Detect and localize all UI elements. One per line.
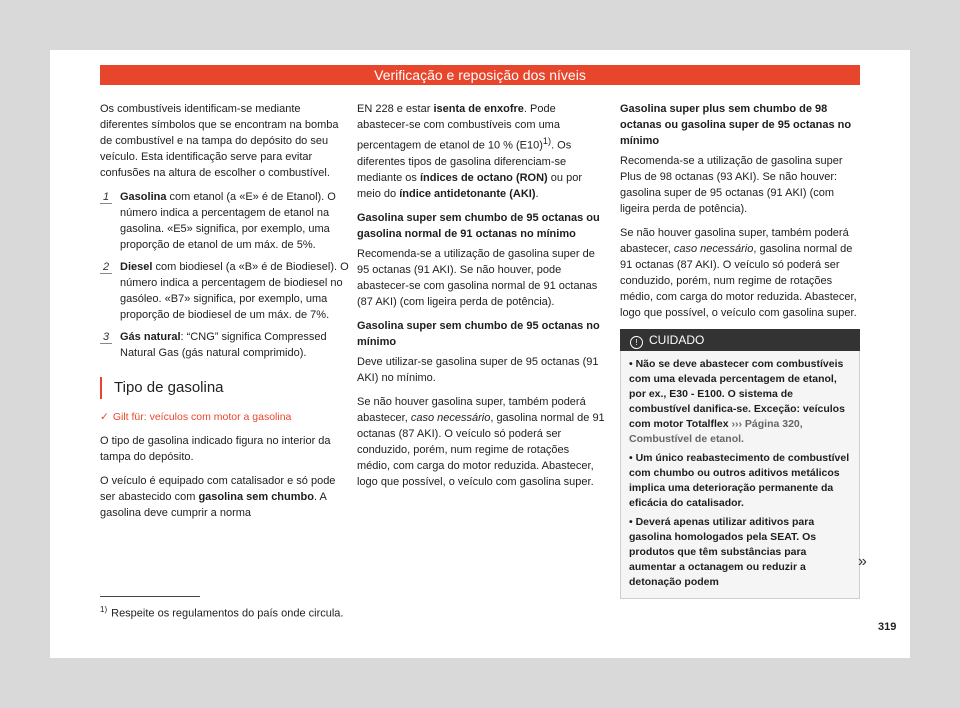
text: . A gasolina deve cumprir a norma [100, 491, 327, 519]
paragraph [357, 394, 605, 490]
item-term: Gás natural [120, 331, 181, 343]
page-reference-link[interactable]: ››› Página 320, Combustível de etanol. [629, 418, 803, 445]
bold-text: índice antidetonante (AKI) [399, 187, 536, 200]
text: , gasolina normal de 91 octanas (87 AKI). O veículo só poderá ser conduzido, porém, num regime de rotações médio, com carga do motor reduzida. Abastecer, logo que possível, o veículo com gasolina super. [357, 411, 605, 488]
text: Se não houver gasolina super, também poderá abastecer, [620, 227, 849, 255]
paragraph: Recomenda-se a utilização de gasolina super Plus de 98 octanas (93 AKI). Se não houver: gasolina super de 95 octanas (91 AKI) (com ligeira perda de potência). [620, 155, 843, 215]
italic-text: caso necessário [410, 411, 491, 424]
text: Deverá apenas utilizar aditivos para gasolina homologados pela SEAT. Os produtos que têm substâncias para aumentar a octanagem ou reduzir a detonação podem [629, 516, 817, 588]
applies-to [100, 409, 350, 425]
paragraph [357, 101, 605, 202]
paragraph: O tipo de gasolina indicado figura no interior da tampa do depósito. [100, 435, 331, 463]
column-2 [357, 101, 605, 498]
bold-text: gasolina sem chumbo [198, 491, 314, 503]
text: , gasolina normal de 91 octanas (87 AKI). O veículo só poderá ser conduzido, porém, num regime de rotações médio, com carga do motor reduzida. Abastecer, logo que possível, o veículo com gasolina super. [620, 243, 857, 319]
warning-box [620, 351, 860, 599]
section-title: Tipo de gasolina [100, 377, 350, 399]
item-number: 1 [100, 191, 112, 204]
text: EN 228 e estar [357, 103, 434, 115]
footnote-ref: 1) [542, 136, 552, 146]
paragraph: Recomenda-se a utilização de gasolina super de 95 octanas (91 AKI). Se não houver, pode abastecer-se com gasolina normal de 91 octanas (87 AKI) (com ligeira perda de potência). [357, 247, 598, 308]
warning-bullet: • Não se deve abastecer com combustíveis com uma elevada percentagem de etanol, por ex., E30 - E100. O sistema de combustível danifica-se. Exceção: veículos com motor Totalflex ››› Página 320, Combustível de etanol. [629, 358, 845, 445]
page-title: Verificação e reposição dos níveis [100, 65, 860, 85]
subheading: Gasolina super sem chumbo de 95 octanas ou gasolina normal de 91 octanas no mínimo [357, 211, 600, 240]
text: O veículo é equipado com catalisador e só pode ser abastecido com [100, 475, 336, 503]
paragraph: Deve utilizar-se gasolina super de 95 octanas (91 AKI) no mínimo. [357, 355, 599, 384]
list-item [100, 329, 350, 361]
italic-text: caso necessário [673, 243, 754, 255]
column-3 [620, 101, 860, 599]
item-number: 2 [100, 261, 112, 274]
column-1 [100, 101, 350, 529]
subheading: Gasolina super plus sem chumbo de 98 octanas ou gasolina super de 95 octanas no mínimo [620, 103, 852, 147]
item-number: 3 [100, 331, 112, 344]
check-icon: ✓ [100, 411, 109, 423]
warning-bullet: • Deverá apenas utilizar aditivos para gasolina homologados pela SEAT. Os produtos que têm substâncias para aumentar a octanagem ou reduzir a detonação podem [629, 516, 817, 588]
text: Se não houver gasolina super, também poderá abastecer, [357, 395, 586, 424]
applies-text: Gilt für: veículos com motor a gasolina [112, 411, 292, 423]
intro-paragraph: Os combustíveis identificam-se mediante diferentes símbolos que se encontram na bomba de combustível e na tampa do depósito do seu veículo. Esta identificação serve para evitar confusões na altura de escolher o combustível. [100, 103, 339, 179]
warning-icon: ! [630, 336, 643, 349]
warning-label: CUIDADO [649, 333, 705, 347]
list-item [100, 189, 350, 253]
item-term: Gasolina [120, 191, 167, 203]
text: Não se deve abastecer com combustíveis com uma elevada percentagem de etanol, por ex., E30 - E100. O sistema de combustível danifica-se. Exceção: veículos com motor Totalflex [629, 358, 845, 430]
continue-icon: » [858, 553, 867, 570]
paragraph [100, 473, 350, 521]
footnote-mark: 1) [100, 605, 108, 614]
paragraph [620, 225, 860, 321]
page-number: 319 [878, 621, 897, 633]
warning-bullet: • Um único reabastecimento de combustível com chumbo ou outros aditivos metálicos implica uma deterioração permanente da eficácia do catalisador. [629, 452, 850, 509]
text: ou por meio do [357, 171, 582, 200]
item-text: com etanol (a «E» é de Etanol). O número indica a percentagem de etanol na gasolina. «E5» significa, por exemplo, uma proporção de etanol de um máx. de 5%. [120, 191, 336, 251]
bold-text: índices de octano (RON) [419, 171, 548, 184]
item-text: com biodiesel (a «B» é de Biodiesel). O número indica a percentagem de biodiesel no gasóleo. «B7» significa, por exemplo, uma proporção de biodiesel de um máx. de 7%. [120, 261, 349, 321]
item-term: Diesel [120, 261, 153, 273]
text: . Pode abastecer-se com combustíveis com uma percentagem de etanol de 10 % (E10) [357, 103, 560, 152]
footnote [100, 605, 343, 620]
list-item [100, 259, 350, 323]
footnote-divider [100, 596, 200, 597]
text: Um único reabastecimento de combustível com chumbo ou outros aditivos metálicos implica uma deterioração permanente da eficácia do catalisador. [629, 452, 850, 509]
text: . [535, 187, 539, 200]
text: . Os diferentes tipos de gasolina diferenciam-se mediante os [357, 139, 572, 184]
subheading: Gasolina super sem chumbo de 95 octanas no mínimo [357, 319, 600, 348]
footnote-text: Respeite os regulamentos do país onde circula. [111, 607, 344, 620]
bold-text: isenta de enxofre [433, 103, 524, 115]
warning-header [620, 329, 860, 351]
item-text: : “CNG” significa Compressed Natural Gas (gás natural comprimido). [120, 331, 327, 359]
